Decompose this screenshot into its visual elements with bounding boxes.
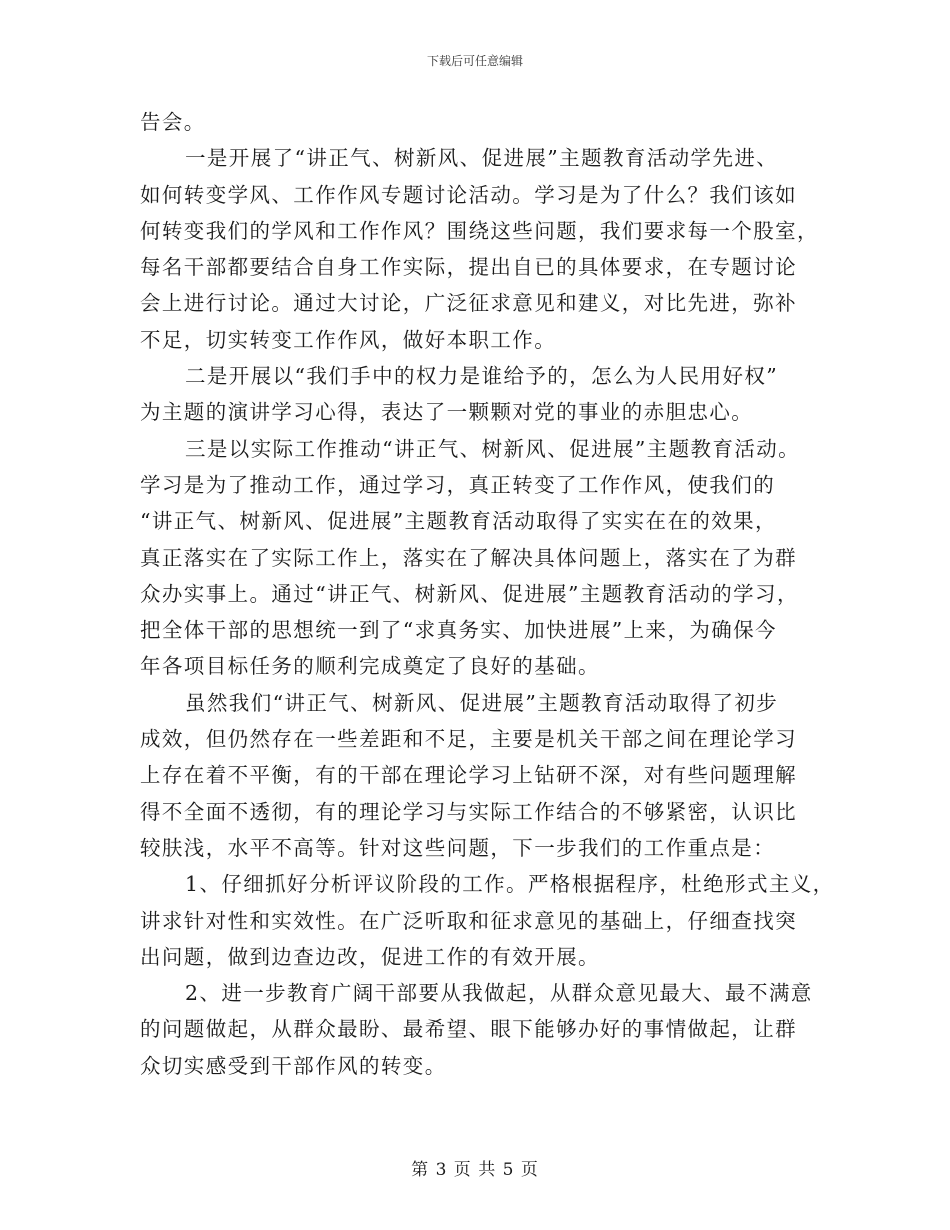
text-line: 告会。 (140, 110, 206, 134)
text-line: 如何转变学风、工作作风专题讨论活动。学习是为了什么？我们该如 (140, 182, 797, 207)
text-line: 上存在着不平衡，有的干部在理论学习上钻研不深，对有些问题理解 (140, 763, 797, 788)
text-line: 真正落实在了实际工作上，落实在了解决具体问题上，落实在了为群 (140, 545, 797, 570)
page-number: 第 3 页 共 5 页 (411, 1160, 539, 1180)
text-line: 成效，但仍然存在一些差距和不足，主要是机关干部之间在理论学习 (140, 727, 797, 752)
text-line: 的问题做起，从群众最盼、最希望、眼下能够办好的事情做起，让群 (140, 1017, 797, 1042)
text-line: 出问题，做到边查边改，促进工作的有效开展。 (140, 944, 600, 969)
text-line: 较肤浅，水平不高等。针对这些问题，下一步我们的工作重点是： (140, 835, 776, 860)
text-line: 得不全面不透彻，有的理论学习与实际工作结合的不够紧密，认识比 (140, 799, 797, 824)
text-line: 讲求针对性和实效性。在广泛听取和征求意见的基础上，仔细查找突 (140, 908, 797, 933)
text-line: 为主题的演讲学习心得，表达了一颗颗对党的事业的赤胆忠心。 (140, 400, 754, 425)
page-header: 下载后可任意编辑 (426, 54, 523, 68)
text-line: “讲正气、树新风、促进展”主题教育活动取得了实实在在的效果， (140, 509, 777, 534)
text-line: 一是开展了“讲正气、树新风、促进展”主题教育活动学先进、 (185, 146, 779, 171)
text-line: 学习是为了推动工作，通过学习，真正转变了工作作风，使我们的 (140, 472, 776, 497)
text-line: 不足，切实转变工作作风，做好本职工作。 (140, 327, 557, 352)
text-line: 会上进行讨论。通过大讨论，广泛征求意见和建义，对比先进，弥补 (140, 291, 797, 316)
text-line: 众办实事上。通过“讲正气、树新风、促进展”主题教育活动的学习， (140, 581, 799, 606)
text-line: 把全体干部的思想统一到了“求真务实、加快进展”上来，为确保今 (140, 618, 777, 643)
text-line: 何转变我们的学风和工作作风？围绕这些问题，我们要求每一个股室， (140, 218, 819, 243)
text-line: 1、仔细抓好分析评议阶段的工作。严格根据程序，杜绝形式主义， (185, 872, 835, 897)
document-body (140, 104, 835, 1084)
text-line: 每名干部都要结合自身工作实际，提出自已的具体要求，在专题讨论 (140, 255, 797, 280)
text-line: 虽然我们“讲正气、树新风、促进展”主题教育活动取得了初步 (185, 690, 779, 715)
text-line: 2、进一步教育广阔干部要从我做起，从群众意见最大、最不满意 (185, 981, 813, 1006)
text-line: 二是开展以“我们手中的权力是谁给予的，怎么为人民用好权” (185, 364, 779, 389)
text-line: 众切实感受到干部作风的转变。 (140, 1053, 447, 1078)
text-line: 年各项目标任务的顺利完成奠定了良好的基础。 (140, 654, 600, 679)
text-line: 三是以实际工作推动“讲正气、树新风、促进展”主题教育活动。 (185, 436, 801, 461)
